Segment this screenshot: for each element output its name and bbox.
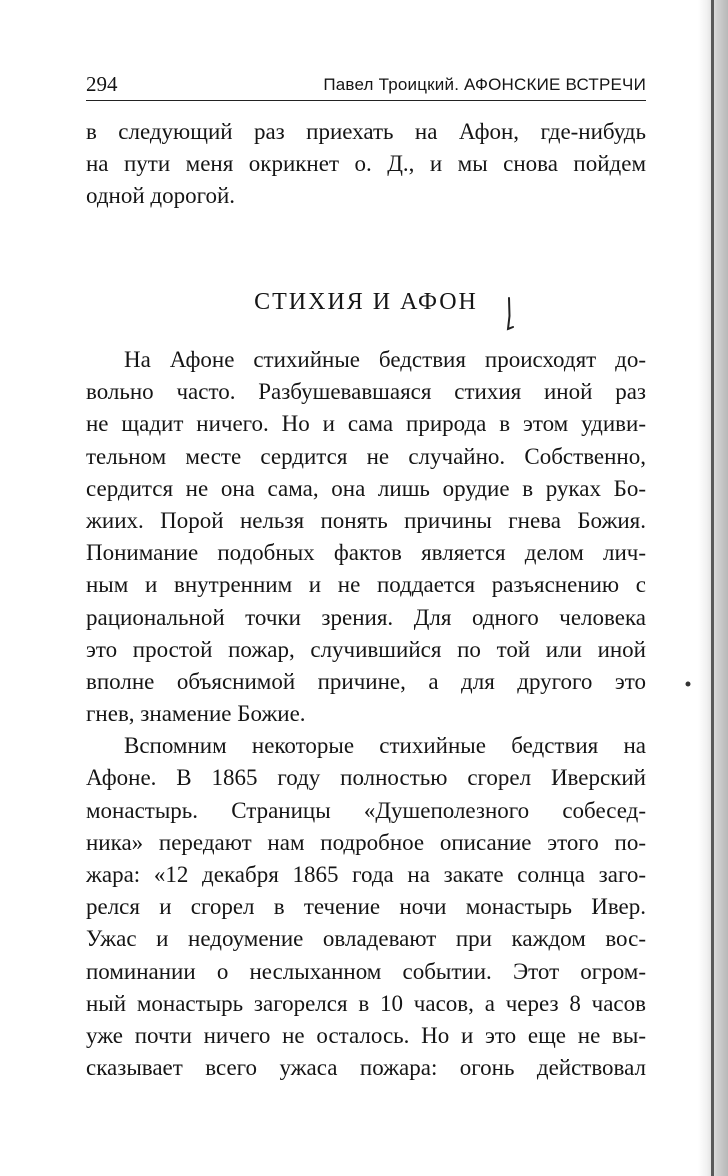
main-text-block [86, 344, 646, 1084]
text-line: вполне объяснимой причине, а для другого это [86, 668, 646, 694]
text-line: ника» передают нам подробное описание этого по- [86, 829, 646, 855]
opening-text-block [86, 116, 646, 213]
paragraph-2 [86, 730, 646, 1084]
paragraph-1 [86, 344, 646, 730]
running-head-rule [86, 100, 646, 101]
chapter-heading: СТИХИЯ И АФОН [254, 289, 478, 315]
text-line: поминании о неслыханном событии. Этот огром- [86, 958, 646, 984]
text-line: ный монастырь загорелся в 10 часов, а через 8 часов [86, 990, 646, 1016]
text-line: жара: «12 декабря 1865 года на закате солнца заго- [86, 862, 646, 887]
pencil-mark-icon [503, 296, 515, 334]
text-line: на пути меня окрикнет о. Д., и мы снова пойдем [86, 151, 646, 177]
text-line: На Афоне стихийные бедствия происходят до- [124, 347, 646, 372]
text-line: сказывает всего ужаса пожара: огонь действовал [86, 1055, 646, 1081]
text-line: вольно часто. Разбушевавшаяся стихия иной раз [86, 379, 646, 405]
text-line: одной дорогой. [86, 183, 236, 209]
text-line: в следующий раз приехать на Афон, где-нибудь [86, 119, 646, 144]
page-number: 294 [86, 72, 118, 96]
text-line: Ужас и недоумение овладевают при каждом вос- [86, 926, 646, 952]
running-head-title: Павел Троицкий. АФОНСКИЕ ВСТРЕЧИ [323, 75, 646, 94]
text-line: Вспомним некоторые стихийные бедствия на [124, 733, 646, 759]
text-line: не щадит ничего. Но и сама природа в этом удиви- [86, 411, 646, 437]
text-line: релся и сгорел в течение ночи монастырь Ивер. [86, 894, 646, 920]
text-line: ным и внутренним и не поддается разъяснению с [86, 572, 646, 598]
text-line: это простой пожар, случившийся по той или иной [86, 636, 646, 662]
text-line: гнев, знамение Божие. [86, 701, 306, 727]
page-binding-edge [711, 0, 714, 1176]
text-line: тельном месте сердится не случайно. Собственно, [86, 443, 646, 469]
text-line: жиих. Порой нельзя понять причины гнева Божия. [86, 507, 646, 533]
text-line: Понимание подобных фактов является делом лич- [86, 540, 646, 566]
text-line: рациональной точки зрения. Для одного человека [86, 604, 646, 630]
margin-dot-mark [684, 680, 692, 688]
text-line: Афоне. В 1865 году полностью сгорел Иверский [86, 765, 646, 791]
text-line: монастырь. Страницы «Душеполезного собесед- [86, 797, 646, 823]
running-head [86, 70, 646, 98]
text-line: сердится не она сама, она лишь орудие в руках Бо- [86, 475, 646, 501]
text-line: уже почти ничего не осталось. Но и это еще не вы- [86, 1022, 646, 1048]
